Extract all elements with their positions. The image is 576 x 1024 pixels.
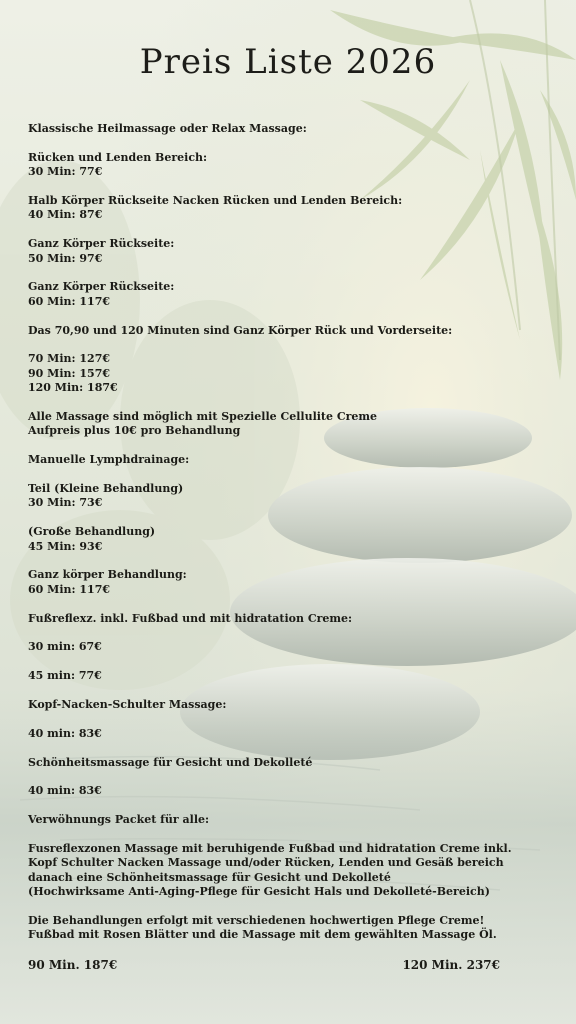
price-list-line: Ganz Körper Rückseite: [28,237,175,251]
page-title: Preis Liste 2026 [139,42,437,82]
price-list-line: 30 Min: 77€ [28,165,103,179]
price-list-line: Halb Körper Rückseite Nacken Rücken und Lenden Bereich: [28,194,403,207]
price-list-line: 60 Min: 117€ [28,294,110,308]
line-gap [28,136,558,150]
line-gap [28,180,558,194]
package-price-120min: 120 Min. 237€ [402,958,500,972]
line-gap [28,338,558,352]
price-list-line: 45 min: 77€ [28,669,102,683]
price-list-line: Rücken und Lenden Bereich: [28,150,208,164]
price-list-line: 70 Min: 127€ [28,352,110,366]
price-list-line: Kopf-Nacken-Schulter Massage: [28,698,227,712]
line-gap [28,511,558,525]
price-list-line: 40 min: 83€ [28,726,102,740]
price-list-line: Kopf Schulter Nacken Massage und/oder Rücken, Lenden und Gesäß bereich [28,856,504,870]
line-gap [28,799,558,813]
price-list-line: 40 Min: 87€ [28,208,103,222]
price-list-line: 120 Min: 187€ [28,381,118,395]
price-list-line: Fußreflexz. inkl. Fußbad und mit hidratation Creme: [28,611,353,625]
line-gap [28,396,558,410]
price-list-line: (Große Behandlung) [28,525,156,539]
price-list-line: Das 70,90 und 120 Minuten sind Ganz Körper Rück und Vorderseite: [28,323,453,337]
line-gap [28,626,558,640]
package-price-footer [28,958,500,974]
line-gap [28,554,558,568]
price-list-line: Fußbad mit Rosen Blätter und die Massage mit dem gewählten Massage Öl. [28,928,497,942]
price-list-line: 50 Min: 97€ [28,251,103,265]
line-gap [28,439,558,453]
price-list-line: Schönheitsmassage für Gesicht und Dekolleté [28,755,313,769]
package-price-90min: 90 Min. 187€ [28,958,118,972]
line-gap [28,712,558,726]
price-list-line: 30 Min: 73€ [28,496,103,510]
price-list-line: Verwöhnungs Packet für alle: [28,813,210,827]
price-list-line: 60 Min: 117€ [28,582,110,596]
price-list-line: Alle Massage sind möglich mit Spezielle Cellulite Creme [28,410,378,424]
price-list-line: Ganz Körper Rückseite: [28,280,175,294]
line-gap [28,655,558,669]
price-list-line: Die Behandlungen erfolgt mit verschiedenen hochwertigen Pflege Creme! [28,914,485,928]
price-list-line: Teil (Kleine Behandlung) [28,482,184,496]
price-list-body [28,122,558,943]
line-gap [28,597,558,611]
line-gap [28,828,558,842]
line-gap [28,741,558,755]
price-list-line: danach eine Schönheitsmassage für Gesicht und Dekolleté [28,870,391,884]
price-list-line: 45 Min: 93€ [28,539,103,553]
price-list-line: Klassische Heilmassage oder Relax Massage: [28,122,307,135]
price-list-line: 30 min: 67€ [28,640,102,654]
price-list-line: Ganz körper Behandlung: [28,568,187,582]
line-gap [28,266,558,280]
line-gap [28,684,558,698]
price-list-line: 40 min: 83€ [28,784,102,798]
line-gap [28,223,558,237]
line-gap [28,468,558,482]
price-list-line: 90 Min: 157€ [28,366,110,380]
line-gap [28,309,558,323]
price-list-line: Manuelle Lymphdrainage: [28,453,190,467]
line-gap [28,770,558,784]
price-list-line: (Hochwirksame Anti-Aging-Pflege für Gesicht Hals und Dekolleté-Bereich) [28,885,490,899]
line-gap [28,900,558,914]
price-list-line: Aufpreis plus 10€ pro Behandlung [28,424,241,438]
price-list-line: Fusreflexzonen Massage mit beruhigende Fußbad und hidratation Creme inkl. [28,842,512,855]
